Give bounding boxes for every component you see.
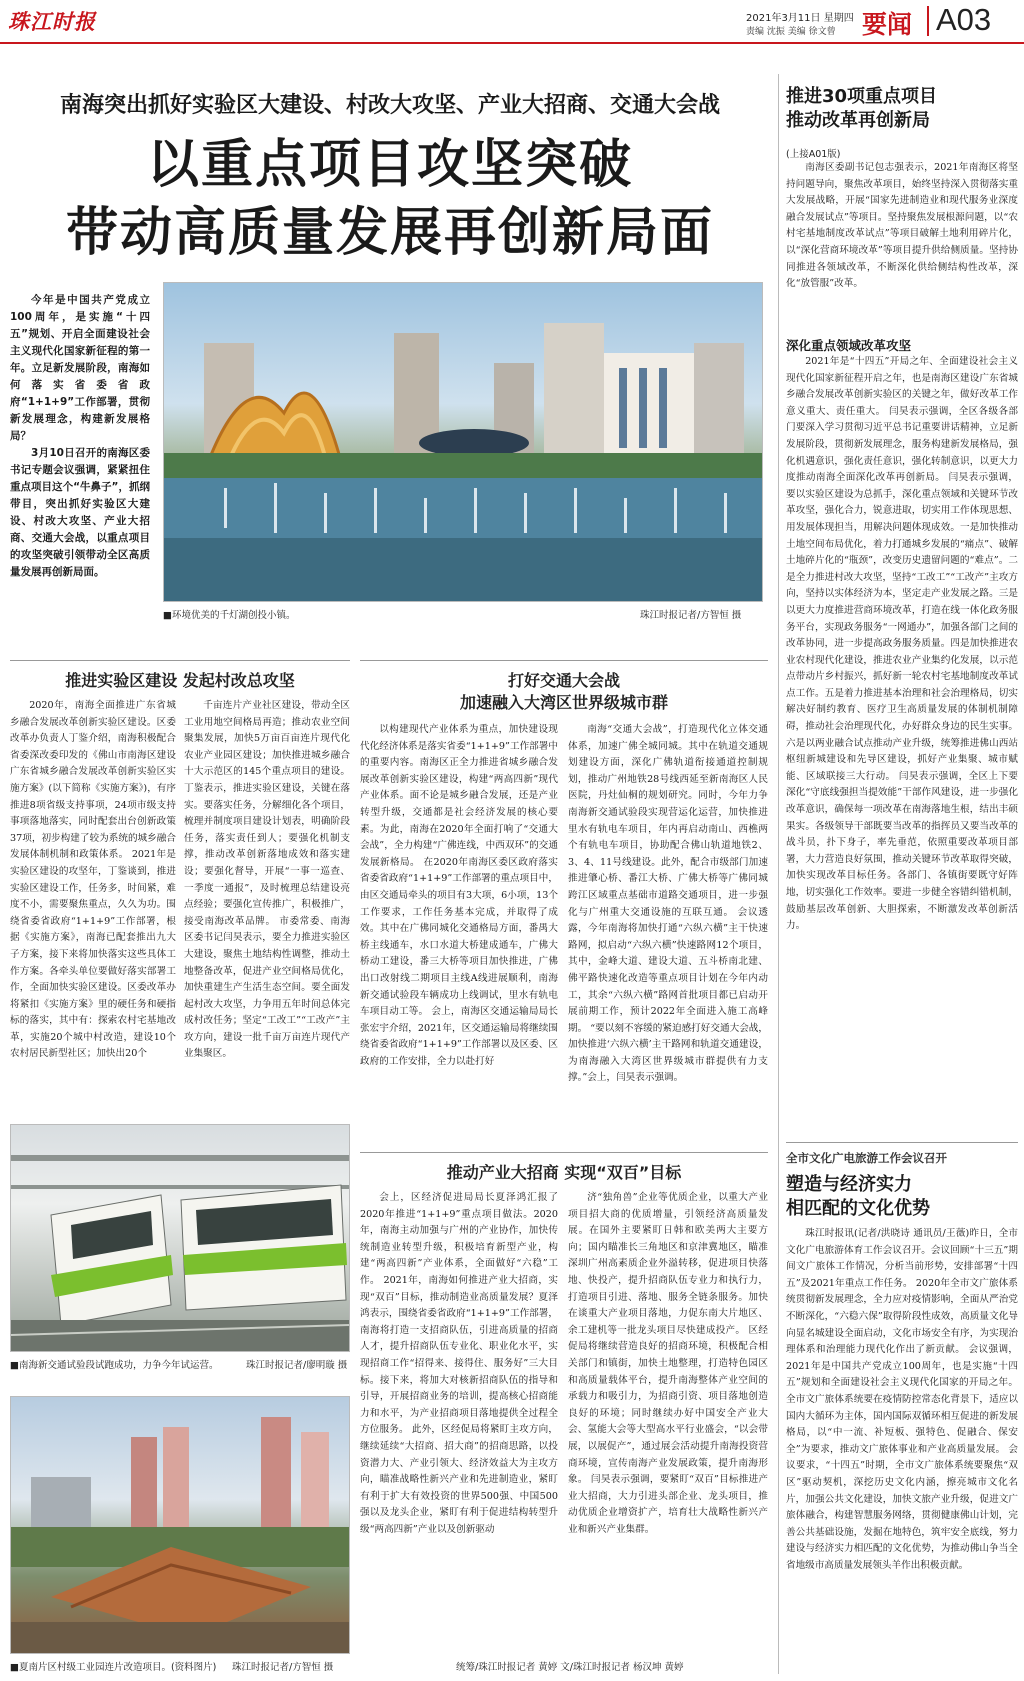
section1-title: 推进实验区建设 发起村改总攻坚 [65,671,295,690]
lead-intro-p2: 3月10日召开的南海区委书记专题会议强调，紧紧扭住重点项目这个“牛鼻子”，抓纲带目，突出抓好实验区大建设、村改大攻坚、产业大招商、交通大会战，以重点项目的攻坚突破引领带动全区高质量发展再创新局面。 [10,447,150,578]
tram-photo-credit: 珠江时报记者/廖明璇 摄 [246,1360,348,1371]
lead-intro [10,292,150,602]
section3-col2: 济“独角兽”企业等优质企业，以重大产业项目招大商的优质增量，引领经济高质量发展。在国外主要紧盯日韩和欧美两大主要方向；国内瞄准长三角地区和京津冀地区，瞄准深圳广州高素质企业外溢转移，促进项目快落地、快投产，提升招商队伍专业力和执行力，打造项目引进、落地、服务全链条服务。加快在谈重大产业项目落地，力促东南大片地区、余工建机等一批龙头项目尽快建成投产。 区经促局将继续营造良好的招商环境，积极配合相关部门和镇街，加快土地整理，打造特色园区和高质量载体平台，提升南海整体产业空间的承载力和吸引力，为招商引资、项目落地创造良好的环境；同时继续办好中国安全产业大会、氢能大会等大型高水平行业盛会，“以会带展，以展促产”，通过展会活动提升南海投资营商环境，宣传南海产业发展政策，提升南海形象。 闫昊表示强调，要紧盯“双百”目标推进产业大招商，大力引进头部企业、龙头项目，推动优质企业增资扩产，培育壮大战略性新兴产业和新兴产业集群。 [568,1192,768,1535]
right-top-continue-note: (上接A01版) [786,149,841,160]
tram-photo [10,1124,350,1352]
right-bottom-kicker: 全市文化广电旅游工作会议召开 [786,1151,947,1165]
demolition-photo-art [11,1397,350,1654]
date-line: 2021年3月11日 星期四 [746,13,854,24]
footer-credits: 统筹/珠江时报记者 黄婷 文/珠江时报记者 杨汉坤 黄婷 [456,1662,684,1673]
page-number: A03 [936,2,992,37]
lead-kicker: 南海突出抓好实验区大建设、村改大攻坚、产业大招商、交通大会战 [59,93,720,118]
right-top-body: 2021年是“十四五”开局之年、全面建设社会主义现代化国家新征程开启之年，也是南海区建设广东省城乡融合发展改革创新实验区的关键之年，做好改革工作意义重大、责任重大。 闫昊表示强调，全区各级各部门要深入学习贯彻习近平总书记重要讲话精神，立足新发展阶段，贯彻新发展理念，服务构建新发展格局，强化机遇意识，强化责任意识，强化转制意识，以更大力度推动南海全面深化改革再创新局。 闫昊表示强调，要以实验区建设为总抓手，深化重点领域和关键环节改革攻坚，强化合力，锐意进取，切实用工作体现思想、用发展体现担当，用解决问题体现成效。一是加快推动土地空间布局优化，着力打通城乡发展的“痛点”、破解土地碎片化的“瓶颈”，改变历史遗留问题的“难点”。二是全力推进村改大攻坚，坚持“工改工”“工改产”主攻方向，坚持以实体经济为本，坚定走产业发展之路。三是以更大力度推进营商环境改革，打造在线一体化政务服务平台，实现政务服务“一网通办”，加强各部门之间的改革协同，进一步提高政务服务质量。四是加快推进农业农村现代化建设，推进农业产业集约化发展，以示范点带动片乡村振兴，抓好新一轮农村宅基地制度改革试点工作。五是着力推进基本治理和社会治理格局，切实解决好制约教育、医疗卫生高质量发展的体制机制障碍，推动社会治理现代化，办好群众身边的民生实事。六是以两业融合试点推动产业升级，统筹推进佛山西站枢纽新城建设和先导区建设，抓好产业集聚、城市赋能、区域联接三大行动。 闫昊表示强调，全区上下要深化“守底线强担当提效能”干部作风建设，进一步强化改革意识，确保每一项改革在南海落地生根，结出丰硕果实。各级领导干部既要当改革的指挥员又要当改革的战斗员，扑下身子，率先垂范，依照重要改革项目部署，大力营造良好氛围，推动关键环节改革取得突破，加快实现改革目标任务。各部门、各镇街要既守好阵地，切实强化工作效率。要进一步健全容错纠错机制，鼓励基层改革创新、大胆探索，不断激发改革创新活力。 [786,356,1018,932]
right-column-rule [778,74,779,1674]
section1-col2: 千亩连片产业社区建设，带动全区工业用地空间格局再造；推动农业空间聚集发展，加快5万亩百亩连片现代化农业产业园区建设；加快推进城乡融合十大示范区的145个重点项目的建设。 丁鉴表示，推进实验区建设，关键在落实。要落实任务，分解细化各个项目，梳理并制度项目建设计划表，明确阶段任务，落实责任到人；要强化机制支撑，推动改革创新落地成效和落实建设；要强化督导，开展“一事一巡查、一季度一通报”，及时梳理总结建设亮点经验；要强化宣传推广，积极推广，接受南海改革品牌。 市委常委、南海区委书记闫昊表示，要全力推进实验区大建设，聚焦土地结构性调整，推动土地整备改革，促进产业空间格局优化，加快重建生产生活生态空间。要全面发起村改大攻坚，力争用五年时间总体完成村改任务；坚定“工改工”“工改产”主攻方向，建设一批千亩万亩连片现代产业集聚区。 [184,700,350,1060]
demolition-photo-credit: 珠江时报记者/方智恒 摄 [232,1662,334,1673]
section2-rule [360,660,768,661]
editor-line: 责编 沈振 美编 徐文曾 [746,27,836,37]
right-bottom-headline-line1: 塑造与经济实力 [786,1174,912,1195]
section-divider [927,6,929,36]
lead-photo [163,282,763,602]
section2-title-line2: 加速融入大湾区世界级城市群 [459,693,668,712]
lead-headline-line2: 带动高质量发展再创新局面 [65,203,714,263]
lead-intro-p1: 今年是中国共产党成立100周年，是实施“十四五”规划、开启全面建设社会主义现代化国家新征程的第一年。立足新发展阶段，南海如何落实省委省政府“1+1+9”工作部署，贯彻新发展理念，构建新发展格局？ [10,294,150,442]
lead-photo-credit: 珠江时报记者/方智恒 摄 [640,610,742,621]
section-label: 要闻 [862,10,913,39]
demolition-photo [10,1396,350,1654]
demolition-photo-caption: ■夏南片区村级工业园连片改造项目。(资料图片) [10,1662,217,1673]
right-top-subtitle: 深化重点领域改革攻坚 [786,338,912,353]
section3-col1: 会上，区经济促进局局长夏泽鸿汇报了2020年推进“1+1+9”重点项目做法。2020年，南海主动加强与广州的产业协作，加快传统制造业转型升级，积极培育新型产业，构建“两高四新”产业体系，全面做好“六稳”工作。 2021年，南海如何推进产业大招商，实现“双百”目标，推动制造业高质量发展？夏泽鸿表示，围绕省委省政府“1+1+9”工作部署，南海将打造一支招商队伍，引进高质量的招商人才，提升招商队伍专业化、职业化水平，实现招商工作“招得来、接得住、服务好”三大目标。接下来，将加大对核新招商队伍的指导和引导，开展招商业务的培训，提高核心招商能力和水平，为产业招商项目落地提供全过程全方位服务。 此外，区经促局将紧盯主攻方向，继续延续“大招商、招大商”的招商思路，以投资潜力大、产业引领大、经济效益大为主攻方向，瞄准战略性新兴产业和先进制造业，紧盯有利于扩大有效投资的世界500强、中国500强以及龙头企业，紧盯有利于促进结构转型升级“两高四新”产业以及创新驱动 [360,1192,558,1535]
section3-title: 推动产业大招商 实现“双百”目标 [446,1163,682,1182]
masthead-rule [0,42,1024,44]
section2-col2: 南海“交通大会战”，打造现代化立体交通体系，加速广佛全城同城。其中在轨道交通规划建设方面，深化广佛轨道衔接通道控制规划，推动广州地铁28号线西延至新南海区人民医院，丹灶仙桐的规划研究。同时，今年力争南海新交通试验段实现营运化运营，加快推进里水有轨电车项目，年内再启动南山、西樵两个有轨电车项目，协助配合佛山轨道地铁2、3、4、11号线建设。此外，配合市级部门加速推进肇心桥、番江大桥、广佛大桥等广佛同城跨江区域重点基础市道路交通项目，进一步强化与广州重大交通设施的互联互通。 会议透露，今年南海将加快打通“六纵六横”主干快速路网，拟启动“六纵六横”快速路网12个项目，其中，金峰大道、建设大道、五斗桥南北建、佛平路快速化改造等重点项目计划在今年内动工，其余“六纵六横”路网首批项目都已启动开展前期工作，预计2022年全面进入施工高峰期。 “要以刻不容缓的紧迫感打好交通大会战，加快推进‘六纵六横’主干路网和轨道交通建设，为南海融入大湾区世界级城市群提供有力支撑。”会上，闫昊表示强调。 [568,724,768,1084]
section2-col1: 以构建现代产业体系为重点，加快建设现代化经济体系是落实省委“1+1+9”工作部署中的重要内容。南海区正全力推进省城乡融合发展改革创新实验区建设，构建“两高四新”现代产业体系。面不论是城乡融合发展，还是产业转型升级，交通都是社会经济发展的核心要素。为此，南海在2020年全面打响了“交通大会战”，全力构建“广佛连线，中西双环”的交通发展新格局。 在2020年南海区委区政府落实省委省政府“1+1+9”工作部署的重点项目中，由区交通局牵头的项目有3大项，6小项，13个工作要求，工作任务基本完成，并取得了成效。其中在广佛同城化交通格局方面，番禺大桥主线通车，水口水道大桥建成通车，广佛大桥动工建设，番三大桥等项目加快推进，广佛出口改射线二期项目主线A线进展顺利，南海新交通试验段车辆成功上线调试，里水有轨电车项目动工等。 会上，南海区交通运输局局长张宏宇介绍，2021年，区交通运输局将继续围绕省委省政府“1+1+9”工作部署以及区委、区政府的工作安排，全力以赴打好 [360,724,558,1067]
right-top-headline-line2: 推动改革再创新局 [786,110,930,131]
lead-headline-line1: 以重点项目攻坚突破 [146,135,633,195]
tram-photo-caption: ■南海新交通试验段试跑成功，力争今年试运营。 [10,1360,219,1371]
lead-photo-caption: ■环境优美的千灯湖创投小镇。 [163,610,296,621]
right-top-p1: 南海区委副书记包志强表示，2021年南海区将坚持问题导向，聚焦改革项目，始终坚持深入贯彻落实重大发展战略，开展“国家先进制造业和现代服务业深度融合发展试点”等项目。坚持聚焦发展根源问题，以“农村宅基地制度改革试点”等项目破解土地利用碎片化，以“深化营商环境改革”等项目提升供给侧质量。坚持协同推进各领域改革，不断深化供给侧结构性改革，深化“放管服”改革。 [786,162,1018,290]
paper-name-logo: 珠江时报 [8,9,96,34]
right-bottom-headline-line2: 相匹配的文化优势 [786,1198,930,1219]
tram-photo-art [11,1125,350,1352]
section2-title-line1: 打好交通大会战 [507,671,620,690]
masthead [0,0,1024,44]
section3-rule [360,1152,768,1153]
right-bottom-rule [786,1142,1018,1143]
lead-photo-art [164,283,763,602]
right-bottom-body: 珠江时报讯(记者/洪晓诗 通讯员/王薇)昨日，全市文化广电旅游体育工作会议召开。会议回顾“十三五”期间文广旅体工作情况，分析当前形势，安排部署“十四五”及2021年重点工作任务。 2020年全市文广旅体系统贯彻新发展理念，全力应对疫情影响，全面从严治党不断深化，“六稳六保”取得阶段性成效，高质量文化导向显名城建设全面启动，文化市场安全有序，为实现治理体系和治理能力现代化作出了新贡献。 会议强调，2021年是中国共产党成立100周年，也是实施“十四五”规划和全面建设社会主义现代化国家的开局之年。全市文广旅体系统要在疫情防控常态化背景下，适应以国内大循环为主体，国内国际双循环相互促进的新发展格局，以“中一流、补短板、强特色、促融合、保安全”为要求，推动文广旅体事业和产业高质量发展。 会议要求，“十四五”时期，全市文广旅体系统要聚焦“双区”驱动契机，深挖历史文化内涵，擦亮城市文化名片，加强公共文化建设，加快文旅产业升级，促进文广旅体融合，构建智慧服务网络，贯彻健康佛山计划，完善公共基础设施，发掘在地特色，筑牢安全底线，努力建设与经济实力相匹配的文化优势，为推动佛山争当全省地级市高质量发展领头羊作出积极贡献。 [786,1228,1018,1571]
section1-rule [10,660,350,661]
right-top-headline-line1: 推进30项重点项目 [786,86,938,107]
section1-col1: 2020年，南海全面推进广东省城乡融合发展改革创新实验区建设。区委改革办负责人丁鉴介绍，南海积极配合省委深改委印发的《佛山市南海区建设广东省城乡融合发展改革创新实验区实施方案》(以下简称《实施方案》)，有序推进8项省级支持事项，24项市级支持事项落地落实，同时配套出台创新政策37项，初步构建了较为系统的城乡融合发展体制机制和政策体系。 2021年是实验区建设的攻坚年，丁鉴谈到，推进实验区建设工作，任务多，时间紧，难度不小，需要聚焦重点，久久为功。围绕省委省政府“1+1+9”工作部署，根据《实施方案》，南海已配套推出九大子方案，接下来将加快落实这些具体工作方案。各牵头单位要做好落实部署工作，全面加快实验区建设。区委改革办将紧扣《实施方案》里的硬任务和硬指标的落实，其中有：探索农村宅基地改革，实施20个城中村改造，建设10个农村居民新型社区；加快出20个 [10,700,176,1060]
